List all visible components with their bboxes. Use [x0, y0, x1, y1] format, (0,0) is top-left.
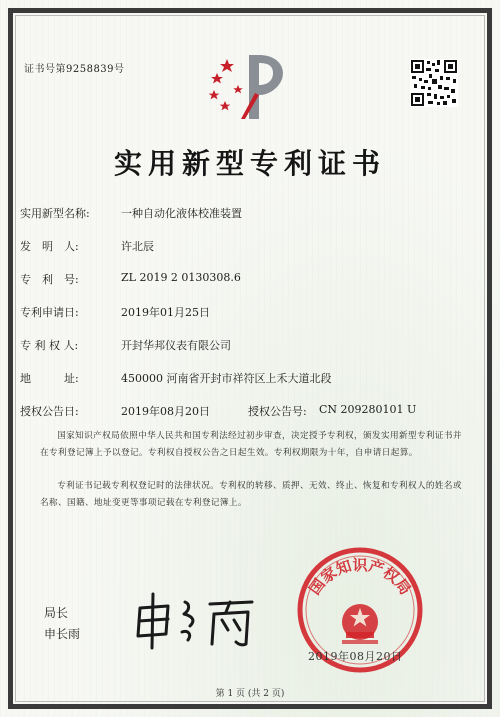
filing-date-value: 2019年01月25日 [121, 306, 210, 319]
director-name: 申长雨 [44, 627, 81, 641]
patent-number-value: ZL 2019 2 0130308.6 [121, 271, 241, 284]
address-value: 450000 河南省开封市祥符区上禾大道北段 [121, 372, 332, 385]
certificate-number: 证书号第9258839号 [24, 64, 125, 75]
qr-code-icon[interactable] [410, 59, 458, 107]
grant-date-value: 2019年08月20日 [121, 405, 210, 418]
patentee-value: 开封华邦仪表有限公司 [121, 339, 231, 352]
patent-number-label: 专 利 号: [20, 273, 79, 286]
cnipa-emblem-icon [205, 45, 291, 129]
inventor-value: 许北辰 [121, 240, 154, 253]
director-title: 局长 [44, 606, 69, 620]
inventor-label: 发 明 人: [20, 240, 79, 253]
seal-arc-text: 国家知识产权局 [305, 556, 415, 599]
director-signature [130, 590, 260, 650]
page-number: 第 1 页 (共 2 页) [215, 689, 285, 699]
grant-number-value: CN 209280101 U [319, 403, 417, 416]
certificate-title: 实用新型专利证书 [113, 147, 386, 180]
filing-date-label: 专利申请日: [20, 306, 79, 319]
invention-name-value: 一种自动化液体校准装置 [121, 207, 242, 220]
invention-name-label: 实用新型名称: [20, 207, 90, 220]
legal-paragraph-grant: 国家知识产权局依照中华人民共和国专利法经过初步审查，决定授予专利权，颁发实用新型专利证书并在专利登记簿上予以登记。专利权自授权公告之日起生效。专利权期限为十年，自申请日起算。 [40, 431, 462, 458]
legal-paragraph-registry: 专利证书记载专利权登记时的法律状况。专利权的转移、质押、无效、终止、恢复和专利权人的姓名或名称、国籍、地址变更等事项记载在专利登记簿上。 [40, 481, 462, 508]
grant-number-label: 授权公告号: [248, 405, 307, 418]
grant-date-label: 授权公告日: [20, 405, 79, 418]
seal-date: 2019年08月20日 [308, 650, 403, 663]
address-label: 地 址: [20, 372, 79, 385]
patentee-label: 专 利 权 人: [20, 339, 79, 352]
